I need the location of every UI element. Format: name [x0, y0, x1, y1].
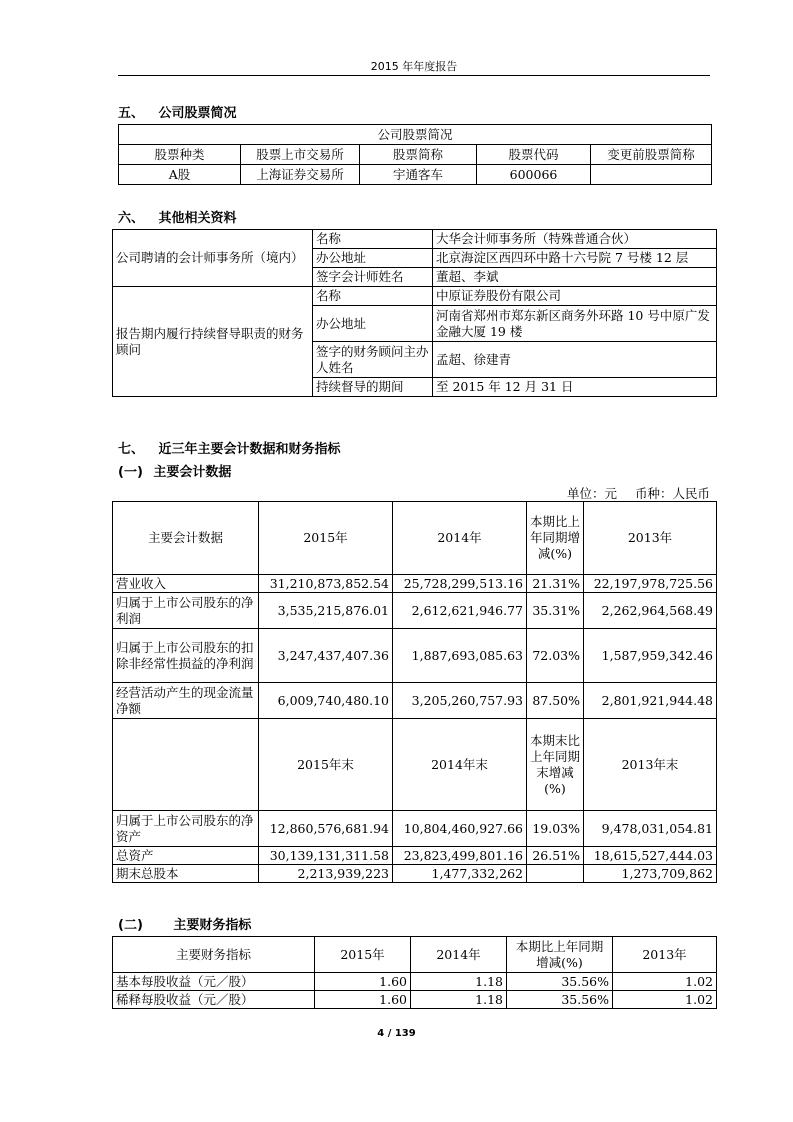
table-row [113, 847, 717, 865]
table-cell: 35.56% [507, 973, 613, 991]
table-cell: A股 [119, 165, 241, 185]
table-row [113, 811, 717, 847]
table-header-cell: 股票种类 [119, 145, 241, 165]
table-header-cell: 2013年 [584, 502, 717, 575]
table-cell: 1.60 [315, 991, 411, 1009]
row-label: 经营活动产生的现金流量净额 [113, 683, 259, 719]
section-5-number: 五、 [118, 106, 145, 121]
financial-indicators-table [112, 936, 717, 1009]
table-cell: 21.31% [527, 575, 584, 593]
table-cell: 1,273,709,862 [584, 865, 717, 883]
sponsor-name: 中原证券股份有限公司 [433, 287, 717, 306]
table-cell: 1.18 [411, 973, 507, 991]
table-cell: 35.56% [507, 991, 613, 1009]
table-cell [527, 865, 584, 883]
table-header-cell: 股票简称 [360, 145, 477, 165]
auditor-name: 大华会计师事务所（特殊普通合伙） [433, 230, 717, 249]
table-cell: 25,728,299,513.16 [393, 575, 527, 593]
subsection-2-heading [118, 914, 251, 933]
table-header-cell: 2013年 [613, 937, 717, 973]
currency-label: 币种：人民币 [634, 486, 710, 501]
table-cell: 19.03% [527, 811, 584, 847]
table-header-cell: 变更前股票简称 [591, 145, 712, 165]
auditor-signers: 董超、李斌 [433, 268, 717, 287]
table-row [113, 230, 717, 249]
sponsor-address: 河南省郑州市郑东新区商务外环路 10 号中原广发金融大厦 19 楼 [433, 306, 717, 342]
table-cell: 名称 [313, 230, 433, 249]
table-header-cell: 本期比上年同期增减(%) [507, 937, 613, 973]
page-number: 4 / 139 [377, 1028, 416, 1039]
table-cell: 1,587,959,342.46 [584, 629, 717, 683]
table-header-row [113, 937, 717, 973]
section-7-heading [118, 438, 341, 457]
table-cell: 办公地址 [313, 249, 433, 268]
unit-note [553, 484, 710, 502]
table-cell: 1.60 [315, 973, 411, 991]
table-cell: 600066 [477, 165, 591, 185]
table-header-cell: 股票上市交易所 [241, 145, 360, 165]
related-info-table [112, 229, 717, 397]
row-label: 归属于上市公司股东的净利润 [113, 593, 259, 629]
table-cell: 1,477,332,262 [393, 865, 527, 883]
section-6-number: 六、 [118, 211, 145, 226]
table-row [113, 865, 717, 883]
table-header-cell: 本期比上年同期增减(%) [527, 502, 584, 575]
table-cell: 26.51% [527, 847, 584, 865]
table-header-row [113, 719, 717, 811]
row-label: 归属于上市公司股东的扣除非经常性损益的净利润 [113, 629, 259, 683]
subsection-2-title: 主要财务指标 [173, 918, 252, 933]
table-header-cell: 2013年末 [584, 719, 717, 811]
section-6-heading [118, 207, 237, 226]
table-row [113, 629, 717, 683]
table-cell: 72.03% [527, 629, 584, 683]
stock-table-header [119, 145, 712, 165]
table-header-cell: 2014年末 [393, 719, 527, 811]
subsection-1-title: 主要会计数据 [153, 465, 232, 480]
section-6-title: 其他相关资料 [158, 211, 237, 226]
table-cell: 6,009,740,480.10 [259, 683, 393, 719]
table-cell: 23,823,499,801.16 [393, 847, 527, 865]
table-cell: 1,887,693,085.63 [393, 629, 527, 683]
table-cell: 31,210,873,852.54 [259, 575, 393, 593]
table-cell: 30,139,131,311.58 [259, 847, 393, 865]
table-cell: 9,478,031,054.81 [584, 811, 717, 847]
row-label: 稀释每股收益（元／股） [113, 991, 315, 1009]
table-header-cell: 主要财务指标 [113, 937, 315, 973]
table-cell: 办公地址 [313, 306, 433, 342]
table-cell: 1.02 [613, 973, 717, 991]
table-cell: 22,197,978,725.56 [584, 575, 717, 593]
table-header-cell: 2014年 [411, 937, 507, 973]
row-label: 总资产 [113, 847, 259, 865]
row-label: 营业收入 [113, 575, 259, 593]
table-header-cell: 2015年 [315, 937, 411, 973]
table-cell: 3,247,437,407.36 [259, 629, 393, 683]
row-label: 期末总股本 [113, 865, 259, 883]
sponsor-label: 报告期内履行持续督导职责的财务顾问 [113, 287, 313, 397]
auditor-address: 北京海淀区西四环中路十六号院 7 号楼 12 层 [433, 249, 717, 268]
table-header-cell: 2015年 [259, 502, 393, 575]
section-7-title: 近三年主要会计数据和财务指标 [158, 442, 341, 457]
table-cell: 上海证券交易所 [241, 165, 360, 185]
table-cell: 2,801,921,944.48 [584, 683, 717, 719]
table-cell: 2,213,939,223 [259, 865, 393, 883]
table-cell: 持续督导的期间 [313, 378, 433, 397]
table-cell [591, 165, 712, 185]
table-row [113, 973, 717, 991]
table-header-cell: 股票代码 [477, 145, 591, 165]
row-label: 归属于上市公司股东的净资产 [113, 811, 259, 847]
table-cell: 10,804,460,927.66 [393, 811, 527, 847]
table-cell: 签字的财务顾问主办人姓名 [313, 342, 433, 378]
table-header-cell: 2014年 [393, 502, 527, 575]
table-cell: 12,860,576,681.94 [259, 811, 393, 847]
table-header-cell: 2015年末 [259, 719, 393, 811]
stock-table-caption: 公司股票简况 [119, 125, 712, 145]
table-cell: 名称 [313, 287, 433, 306]
table-cell: 3,535,215,876.01 [259, 593, 393, 629]
table-cell: 3,205,260,757.93 [393, 683, 527, 719]
table-cell: 签字会计师姓名 [313, 268, 433, 287]
table-header-cell: 主要会计数据 [113, 502, 259, 575]
table-cell: 35.31% [527, 593, 584, 629]
unit-label: 单位：元 [566, 486, 617, 501]
sponsor-period: 至 2015 年 12 月 31 日 [433, 378, 717, 397]
table-cell: 18,615,527,444.03 [584, 847, 717, 865]
subsection-1-heading [118, 461, 231, 480]
table-row [113, 593, 717, 629]
table-row [113, 575, 717, 593]
auditor-label: 公司聘请的会计师事务所（境内） [113, 230, 313, 287]
section-5-title: 公司股票简况 [158, 106, 237, 121]
table-row [119, 165, 712, 185]
table-row [113, 683, 717, 719]
report-header: 2015 年年度报告 [370, 60, 458, 73]
table-row [113, 287, 717, 306]
table-row [113, 991, 717, 1009]
table-cell: 1.18 [411, 991, 507, 1009]
row-label: 基本每股收益（元／股） [113, 973, 315, 991]
stock-overview-table [118, 124, 712, 185]
sponsor-signers: 孟超、徐建青 [433, 342, 717, 378]
table-cell: 2,262,964,568.49 [584, 593, 717, 629]
table-cell: 1.02 [613, 991, 717, 1009]
table-header-row [113, 502, 717, 575]
subsection-1-number: (一) [118, 465, 143, 480]
header-divider [118, 75, 710, 76]
section-5-heading [118, 102, 237, 121]
section-7-number: 七、 [118, 442, 145, 457]
subsection-2-number: (二) [118, 918, 143, 933]
table-cell: 87.50% [527, 683, 584, 719]
table-header-cell: 本期末比上年同期末增减(%) [527, 719, 584, 811]
table-header-cell [113, 719, 259, 811]
table-cell: 2,612,621,946.77 [393, 593, 527, 629]
table-cell: 宇通客车 [360, 165, 477, 185]
accounting-data-table [112, 501, 717, 883]
